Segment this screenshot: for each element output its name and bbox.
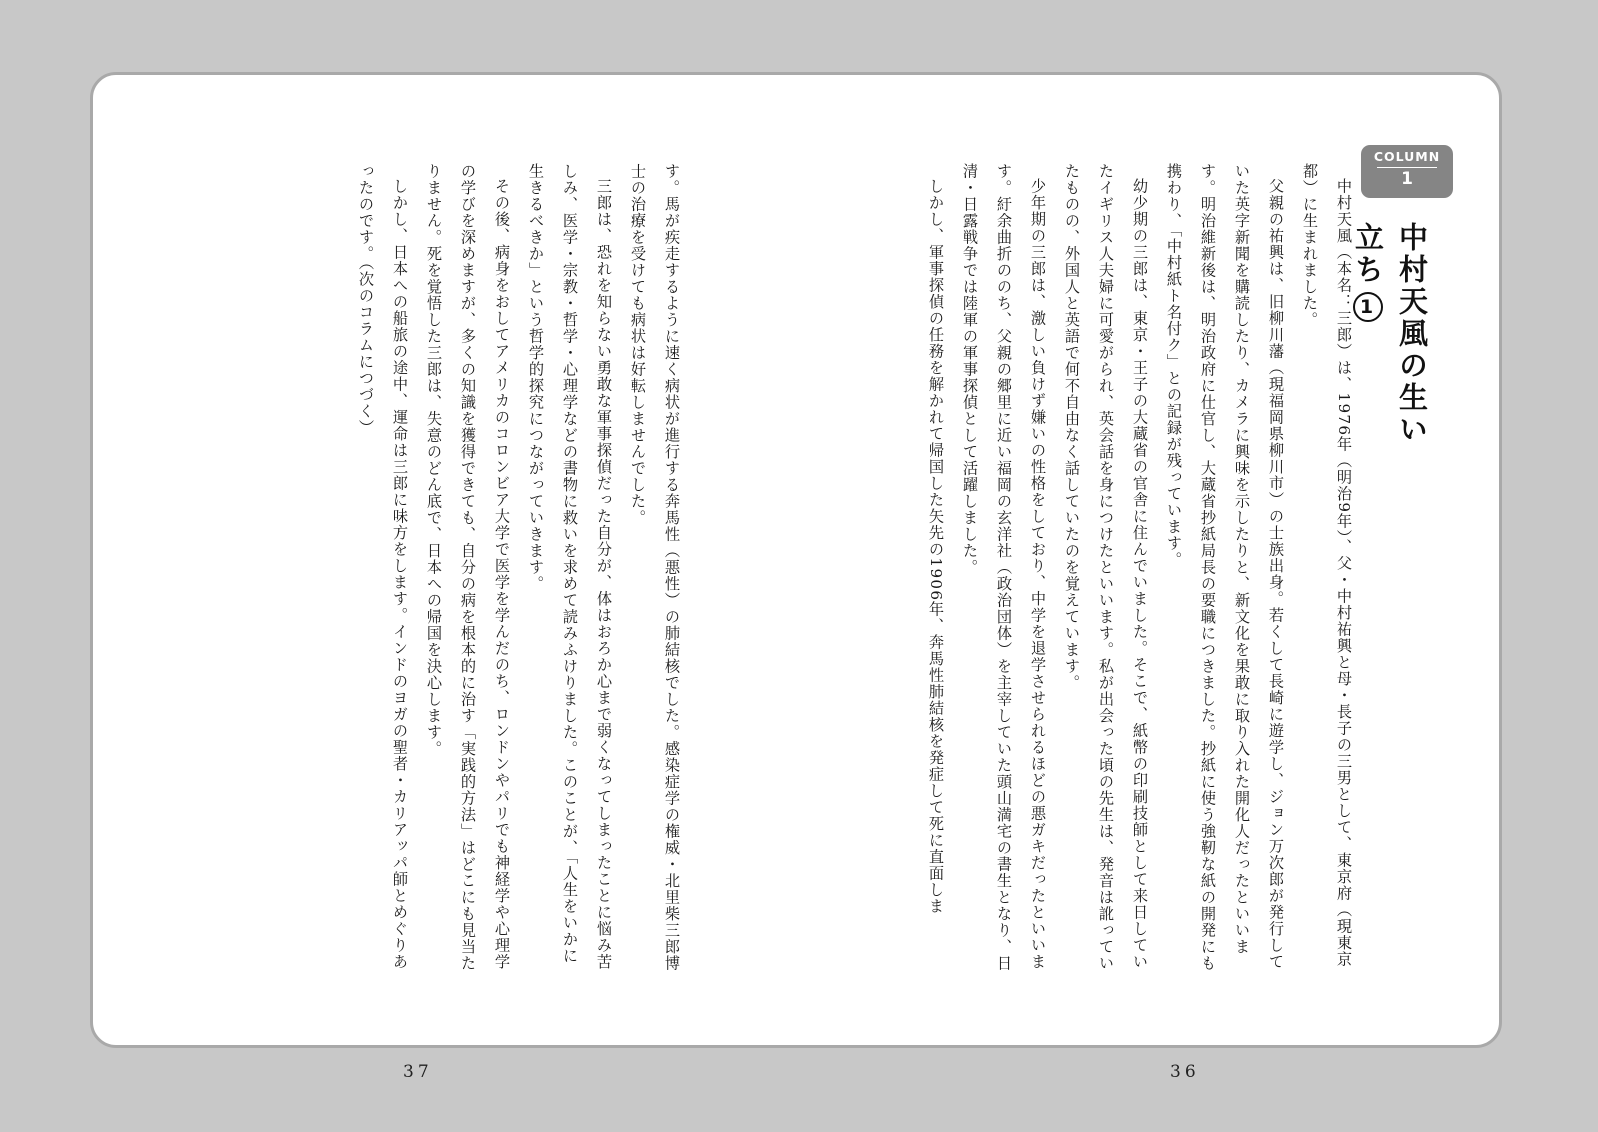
column-number: 1 (1401, 169, 1413, 189)
page-title (1351, 222, 1434, 472)
column-label: COLUMN (1373, 149, 1441, 164)
paragraph: その後、病身をおしてアメリカのコロンビア大学で医学を学んだのち、ロンドンやパリでも神経学や心理学の学びを深めますが、多くの知識を獲得できても、自分の病を根本的に治す「実践的方法」はどこにも見当たりません。死を覚悟した三郎は、失意のどん底で、日本への帰国を決心します。 (425, 163, 511, 972)
title-number-circle: 1 (1353, 292, 1383, 322)
title-text: 中村天風の生い立ち (1351, 222, 1429, 446)
paragraph: 中村天風（本名：三郎）は、1976年（明治9年）、父・中村祐興と母・長子の三男として、東京府（現東京都）に生まれました。 (1301, 163, 1353, 968)
paragraph: 少年期の三郎は、激しい負けず嫌いの性格をしており、中学を退学させられるほどの悪ガキだったといいます。紆余曲折ののち、父親の郷里に近い福岡の玄洋社（政治団体）を主宰していた頭山満宅の書生となり、日清・日露戦争では陸軍の軍事探偵として活躍しました。 (961, 163, 1047, 972)
column-badge (1361, 145, 1453, 198)
page-number-right: 36 (1170, 1062, 1200, 1082)
paragraph: 幼少期の三郎は、東京・王子の大蔵省の官舎に住んでいました。そこで、紙幣の印刷技師として来日していたイギリス人夫婦に可愛がられ、英会話を身につけたといいます。私が出会った頃の先生は、発音は訛っていたものの、外国人と英語で何不自由なく話していたのを覚えています。 (1063, 163, 1149, 972)
paragraph: しかし、日本への船旅の途中、運命は三郎に味方をします。インドのヨガの聖者・カリアッパ師とめぐりあったのです。（次のコラムにつづく） (357, 163, 409, 971)
paragraph-continuation: す。馬が疾走するように速く病状が進行する奔馬性（悪性）の肺結核でした。感染症学の権威・北里柴三郎博士の治療を受けても病状は好転しませんでした。 (629, 163, 681, 972)
column-divider (1377, 167, 1437, 168)
left-page-body (344, 163, 689, 973)
page-number-left: 37 (403, 1062, 433, 1082)
paragraph: しかし、軍事探偵の任務を解かれて帰国した矢先の1906年、奔馬性肺結核を発症して死に直面しま (927, 178, 945, 916)
paragraph: 三郎は、恐れを知らない勇敢な軍事探偵だった自分が、体はおろか心まで弱くなってしまったことに悩み苦しみ、医学・宗教・哲学・心理学などの書物に救いを求めて読みふけりました。このことが、「人生をいかに生きるべきか」という哲学的探究につながっていきます。 (527, 163, 613, 971)
right-page-body (911, 163, 1361, 973)
paragraph: 父親の祐興は、旧柳川藩（現福岡県柳川市）の士族出身。若くして長崎に遊学し、ジョン万次郎が発行していた英字新聞を購読したり、カメラに興味を示したりと、新文化を果敢に取り入れた開化人だったといいます。明治維新後は、明治政府に仕官し、大蔵省抄紙局長の要職につきました。抄紙に使う強靭な紙の開発にも携わり、「中村紙ト名付ク」との記録が残っています。 (1165, 163, 1285, 972)
